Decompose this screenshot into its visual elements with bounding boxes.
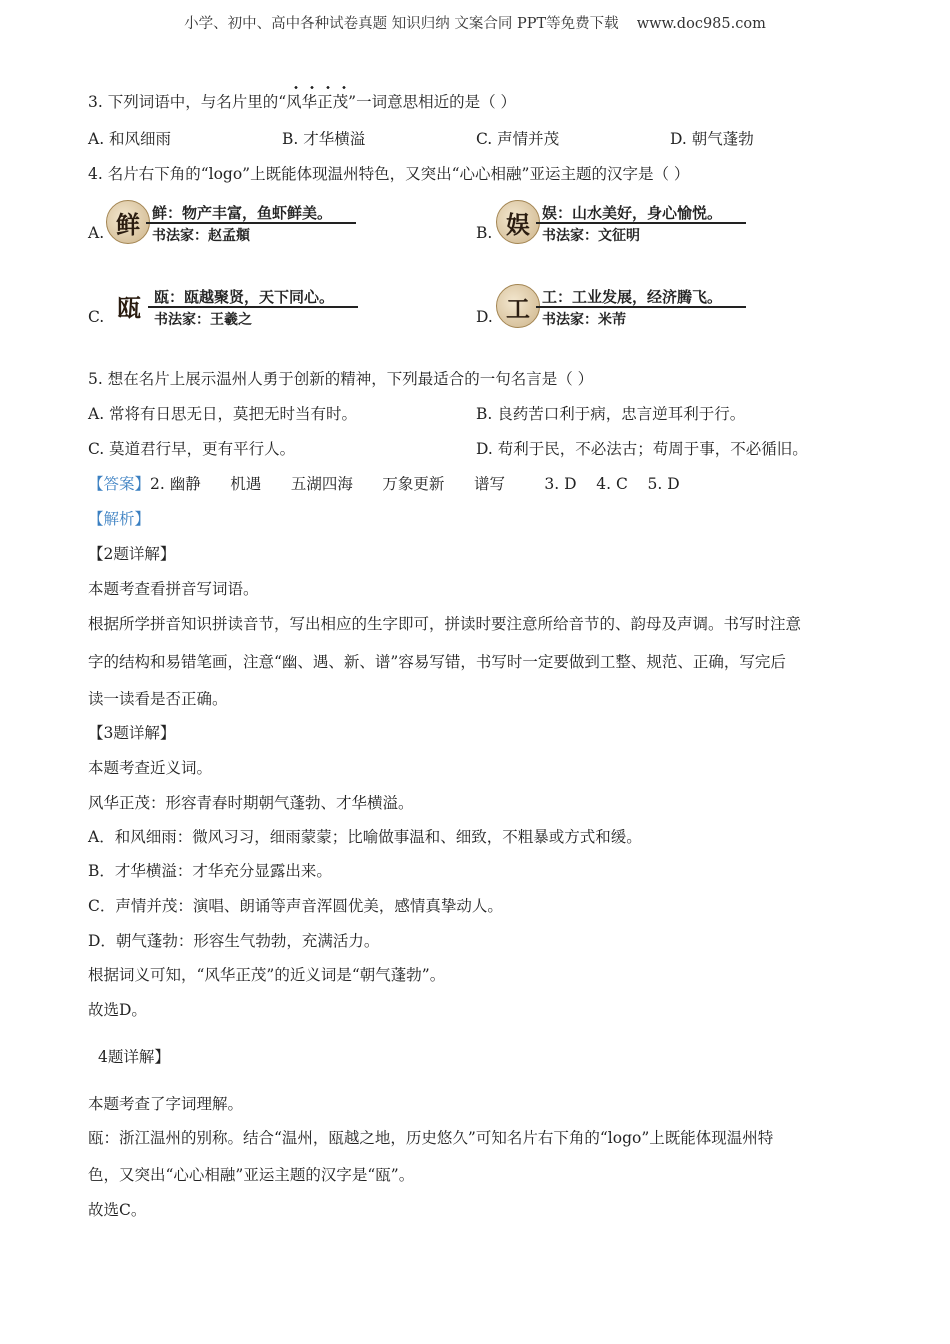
q5-stem: 5. 想在名片上展示温州人勇于创新的精神，下列最适合的一句名言是（ ） (88, 370, 594, 388)
section-4-line: 瓯：浙江温州的别称。结合“温州，瓯越之地，历史悠久”可知名片右下角的“logo”上既能体现温州特 (88, 1129, 774, 1147)
calligraphy-caption: 瓯：瓯越聚贤，天下同心。 (154, 288, 335, 306)
q4-option-d-image (496, 284, 756, 330)
answer-tag: 【答案】 (88, 475, 151, 493)
q4-option-c-letter: C. (88, 308, 105, 326)
calligraphy-author: 书法家：王羲之 (154, 312, 252, 328)
section-3-line: C．声情并茂：演唱、朗诵等声音浑圆优美，感情真挚动人。 (88, 897, 503, 915)
calligraphy-seal: 鲜 (106, 200, 150, 244)
calligraphy-seal: 工 (496, 284, 540, 328)
section-3-line: 故选D。 (88, 1001, 147, 1019)
section-3-line: 本题考查近义词。 (88, 759, 213, 777)
q3-option-a: A. 和风细雨 (88, 130, 172, 148)
calligraphy-seal: 娱 (496, 200, 540, 244)
q4-option-b-letter: B. (476, 224, 493, 242)
calligraphy-author: 书法家：赵孟頫 (152, 228, 250, 244)
q3-stem (88, 90, 516, 112)
section-3-line: 根据词义可知，“风华正茂”的近义词是“朝气蓬勃”。 (88, 966, 446, 984)
q3-stem-pre: 3. 下列词语中，与名片里的“ (88, 93, 287, 111)
section-3-line: B．才华横溢：才华充分显露出来。 (88, 862, 332, 880)
q5-option-b: B. 良药苦口利于病，忠言逆耳利于行。 (476, 405, 746, 423)
q3-emphasis-word: 风华正茂 (286, 93, 349, 111)
q3-stem-post: ”一词意思相近的是（ ） (348, 93, 517, 111)
section-3-line: A．和风细雨：微风习习，细雨蒙蒙；比喻做事温和、细致，不粗暴或方式和缓。 (88, 828, 642, 846)
calligraphy-author: 书法家：米芾 (542, 312, 626, 328)
q5-option-d: D. 苟利于民，不必法古；苟周于事，不必循旧。 (476, 440, 808, 458)
section-2-line: 根据所学拼音知识拼读音节，写出相应的生字即可，拼读时要注意所给音节的、韵母及声调。书写时注意 (88, 615, 802, 633)
q5-option-c: C. 莫道君行早，更有平行人。 (88, 440, 296, 458)
q4-option-d-letter: D. (476, 308, 493, 326)
page-header (0, 12, 950, 33)
answer-text: 2. 幽静 机遇 五湖四海 万象更新 谱写 3. D 4. C 5. D (150, 475, 680, 493)
q4-option-a-image (106, 200, 366, 246)
header-site: www.doc985.com (636, 16, 766, 32)
answer-line (88, 472, 680, 494)
q4-option-a-letter: A. (88, 224, 105, 242)
q3-option-d: D. 朝气蓬勃 (670, 130, 754, 148)
calligraphy-caption: 鲜：物产丰富，鱼虾鲜美。 (152, 204, 333, 222)
calligraphy-seal: 瓯 (108, 284, 150, 326)
section-2-title: 【2题详解】 (88, 545, 176, 563)
q3-option-b: B. 才华横溢 (282, 130, 366, 148)
section-3-line: D．朝气蓬勃：形容生气勃勃，充满活力。 (88, 932, 380, 950)
q4-stem: 4. 名片右下角的“logo”上既能体现温州特色，又突出“心心相融”亚运主题的汉字是（ ） (88, 165, 690, 183)
calligraphy-caption: 娱：山水美好，身心愉悦。 (542, 204, 723, 222)
calligraphy-author: 书法家：文征明 (542, 228, 640, 244)
q3-option-c: C. 声情并茂 (476, 130, 560, 148)
analysis-tag: 【解析】 (88, 510, 151, 528)
section-4-line: 色，又突出“心心相融”亚运主题的汉字是“瓯”。 (88, 1166, 415, 1184)
section-2-line: 本题考查看拼音写词语。 (88, 580, 259, 598)
section-4-title: 4题详解】 (98, 1048, 170, 1066)
section-3-line: 风华正茂：形容青春时期朝气蓬勃、才华横溢。 (88, 794, 414, 812)
header-text: 小学、初中、高中各种试卷真题 知识归纳 文案合同 PPT等免费下载 (184, 16, 619, 32)
calligraphy-caption: 工：工业发展，经济腾飞。 (542, 288, 723, 306)
section-2-line: 读一读看是否正确。 (88, 690, 228, 708)
section-4-line: 本题考查了字词理解。 (88, 1095, 244, 1113)
q4-option-c-image (108, 284, 368, 330)
section-4-line: 故选C。 (88, 1201, 147, 1219)
section-3-title: 【3题详解】 (88, 724, 176, 742)
q4-option-b-image (496, 200, 756, 246)
q5-option-a: A. 常将有日思无日，莫把无时当有时。 (88, 405, 358, 423)
section-2-line: 字的结构和易错笔画，注意“幽、遇、新、谱”容易写错，书写时一定要做到工整、规范、正确，写完后 (88, 653, 786, 671)
